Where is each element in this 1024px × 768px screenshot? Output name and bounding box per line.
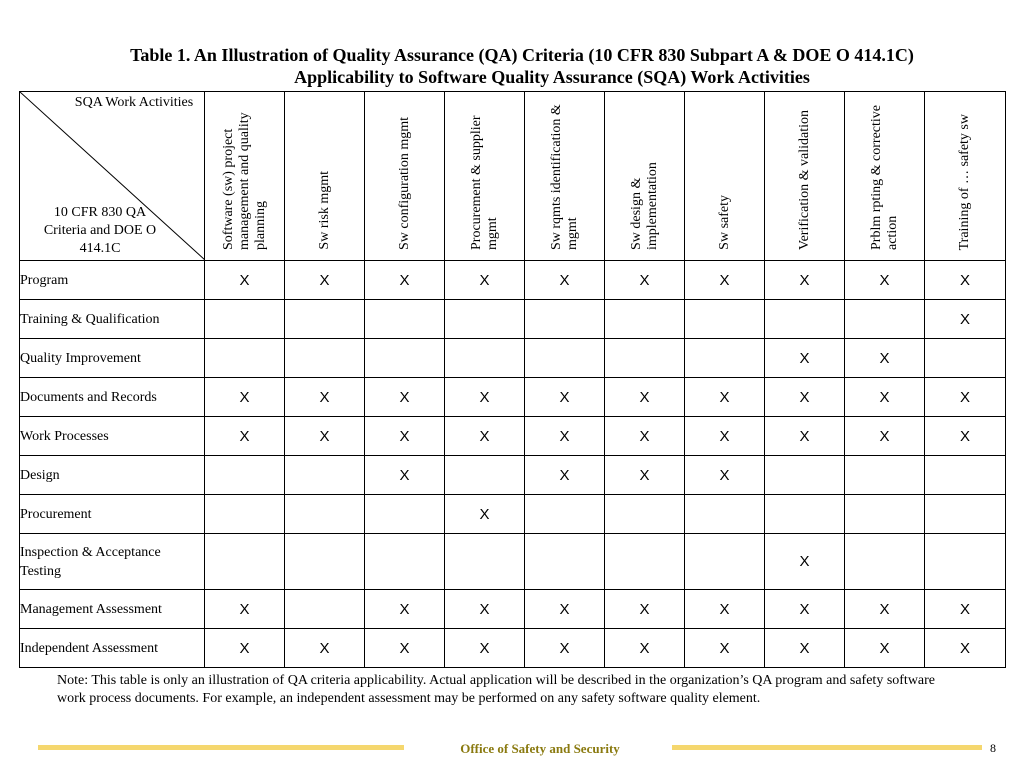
- row-label: Inspection & Acceptance Testing: [20, 534, 205, 590]
- table-cell: [925, 534, 1006, 590]
- corner-bottom-label: 10 CFR 830 QA Criteria and DOE O 414.1C: [43, 205, 157, 256]
- column-header-label: Training of … safety sw: [957, 113, 972, 250]
- table-cell: X: [445, 378, 525, 417]
- column-header: [765, 92, 845, 261]
- table-cell: X: [525, 629, 605, 668]
- table-cell: X: [845, 339, 925, 378]
- column-header: [365, 92, 445, 261]
- table-cell: [605, 495, 685, 534]
- header-row: [20, 92, 1006, 261]
- table-cell: [685, 300, 765, 339]
- table-cell: X: [525, 261, 605, 300]
- table-cell: X: [925, 378, 1006, 417]
- table-cell: [685, 534, 765, 590]
- title-line-1: Table 1. An Illustration of Quality Assurance (QA) Criteria (10 CFR 830 Subpart A & DOE O 414.1C): [130, 45, 914, 65]
- column-header: [445, 92, 525, 261]
- table-cell: X: [445, 629, 525, 668]
- table-cell: [285, 495, 365, 534]
- column-header: [845, 92, 925, 261]
- table-cell: X: [765, 378, 845, 417]
- corner-header: [20, 92, 205, 261]
- table-cell: [525, 300, 605, 339]
- table-cell: X: [925, 261, 1006, 300]
- table-cell: [845, 300, 925, 339]
- table-cell: [925, 339, 1006, 378]
- table-cell: [285, 300, 365, 339]
- table-cell: [205, 456, 285, 495]
- row-label: Management Assessment: [20, 590, 205, 629]
- table-cell: X: [365, 378, 445, 417]
- table-cell: X: [845, 629, 925, 668]
- table-cell: [285, 456, 365, 495]
- table-cell: X: [525, 456, 605, 495]
- table-cell: [685, 495, 765, 534]
- table-cell: X: [685, 590, 765, 629]
- table-cell: X: [845, 417, 925, 456]
- table-cell: X: [845, 590, 925, 629]
- table-cell: [205, 300, 285, 339]
- table-cell: X: [685, 629, 765, 668]
- table-cell: X: [445, 495, 525, 534]
- table-cell: [845, 495, 925, 534]
- row-label: Training & Qualification: [20, 300, 205, 339]
- table-cell: X: [445, 417, 525, 456]
- table-cell: X: [845, 261, 925, 300]
- table-cell: X: [445, 590, 525, 629]
- table-cell: X: [765, 534, 845, 590]
- table-cell: [765, 495, 845, 534]
- column-header-label: Verification & validation: [796, 110, 812, 250]
- table-cell: X: [205, 590, 285, 629]
- table-cell: X: [365, 417, 445, 456]
- table-cell: X: [525, 417, 605, 456]
- table-cell: X: [925, 629, 1006, 668]
- column-header: [925, 92, 1006, 261]
- table-cell: [765, 456, 845, 495]
- table-title: [0, 44, 1024, 88]
- table-cell: X: [605, 261, 685, 300]
- table-cell: X: [685, 261, 765, 300]
- table-cell: X: [605, 629, 685, 668]
- table-cell: X: [205, 629, 285, 668]
- table-cell: X: [525, 590, 605, 629]
- column-header-label: Sw risk mgmt: [316, 171, 332, 250]
- table-cell: X: [765, 261, 845, 300]
- table-cell: X: [605, 456, 685, 495]
- table-cell: [365, 339, 445, 378]
- table-cell: [845, 456, 925, 495]
- table-cell: X: [765, 629, 845, 668]
- table-cell: X: [445, 261, 525, 300]
- table-cell: [525, 495, 605, 534]
- table-cell: [605, 534, 685, 590]
- row-label: Program: [20, 261, 205, 300]
- row-label: Quality Improvement: [20, 339, 205, 378]
- table-cell: X: [285, 261, 365, 300]
- table-cell: X: [685, 456, 765, 495]
- table-cell: X: [925, 417, 1006, 456]
- table-cell: [525, 534, 605, 590]
- footer-org: Office of Safety and Security: [460, 741, 620, 756]
- table-cell: [445, 339, 525, 378]
- row-label: Design: [20, 456, 205, 495]
- table-cell: X: [525, 378, 605, 417]
- column-header-label: Prblm rpting & corrective action: [868, 104, 900, 250]
- table-cell: X: [365, 629, 445, 668]
- row-label: Independent Assessment: [20, 629, 205, 668]
- table-cell: X: [925, 300, 1006, 339]
- table-row: [20, 339, 1006, 378]
- table-cell: [525, 339, 605, 378]
- table-cell: [205, 495, 285, 534]
- table-row: [20, 261, 1006, 300]
- row-label: Work Processes: [20, 417, 205, 456]
- table-cell: [285, 590, 365, 629]
- table-cell: [445, 534, 525, 590]
- table-row: [20, 629, 1006, 668]
- table-cell: [205, 534, 285, 590]
- page-number: 8: [990, 741, 996, 755]
- column-header-label: Sw configuration mgmt: [396, 117, 412, 250]
- table-cell: X: [845, 378, 925, 417]
- column-header-label: Sw safety: [716, 195, 732, 250]
- column-header: [605, 92, 685, 261]
- table-cell: [445, 300, 525, 339]
- table-cell: X: [365, 590, 445, 629]
- table-cell: [205, 339, 285, 378]
- table-cell: X: [605, 417, 685, 456]
- table-cell: X: [365, 261, 445, 300]
- table-row: [20, 417, 1006, 456]
- table-row: [20, 534, 1006, 590]
- column-header-label: Sw rqmts identification & mgmt: [548, 104, 580, 250]
- column-header-label: Procurement & supplier mgmt: [468, 115, 500, 250]
- table-row: [20, 378, 1006, 417]
- table-row: [20, 495, 1006, 534]
- table-cell: X: [365, 456, 445, 495]
- table-cell: X: [205, 261, 285, 300]
- table-cell: X: [765, 417, 845, 456]
- table-row: [20, 456, 1006, 495]
- table-cell: X: [285, 629, 365, 668]
- table-cell: X: [285, 378, 365, 417]
- table-cell: X: [765, 339, 845, 378]
- table-cell: X: [685, 417, 765, 456]
- table-cell: [845, 534, 925, 590]
- title-line-2: Applicability to Software Quality Assurance (SQA) Work Activities: [294, 67, 810, 87]
- table-cell: [445, 456, 525, 495]
- table-row: [20, 590, 1006, 629]
- column-header: [525, 92, 605, 261]
- table-cell: [285, 339, 365, 378]
- table-cell: X: [685, 378, 765, 417]
- column-header: [205, 92, 285, 261]
- table-cell: X: [285, 417, 365, 456]
- table-cell: X: [205, 378, 285, 417]
- corner-top-label: SQA Work Activities: [74, 95, 194, 110]
- table-note: Note: This table is only an illustration of QA criteria applicability. Actual application will be described in the organization’s QA program and safety software work process documents. For example, an independent assessment may be performed on any safety software quality element.: [57, 673, 936, 706]
- table-cell: X: [925, 590, 1006, 629]
- table-cell: X: [605, 378, 685, 417]
- footer-bar-left: [38, 745, 404, 750]
- column-header: [685, 92, 765, 261]
- table-row: [20, 300, 1006, 339]
- table-cell: [685, 339, 765, 378]
- table-cell: [365, 534, 445, 590]
- table-cell: [765, 300, 845, 339]
- table-cell: X: [205, 417, 285, 456]
- table-cell: [605, 339, 685, 378]
- table-cell: [365, 300, 445, 339]
- table-cell: [925, 495, 1006, 534]
- row-label: Documents and Records: [20, 378, 205, 417]
- qa-criteria-table: [19, 91, 1006, 668]
- footer-bar-right: [672, 745, 982, 750]
- table-cell: [365, 495, 445, 534]
- column-header: [285, 92, 365, 261]
- table-cell: X: [765, 590, 845, 629]
- column-header-label: Software (sw) project management and quality planning: [220, 112, 268, 250]
- table-cell: [605, 300, 685, 339]
- row-label: Procurement: [20, 495, 205, 534]
- table-cell: [925, 456, 1006, 495]
- table-cell: X: [605, 590, 685, 629]
- table-cell: [285, 534, 365, 590]
- column-header-label: Sw design & implementation: [628, 162, 660, 250]
